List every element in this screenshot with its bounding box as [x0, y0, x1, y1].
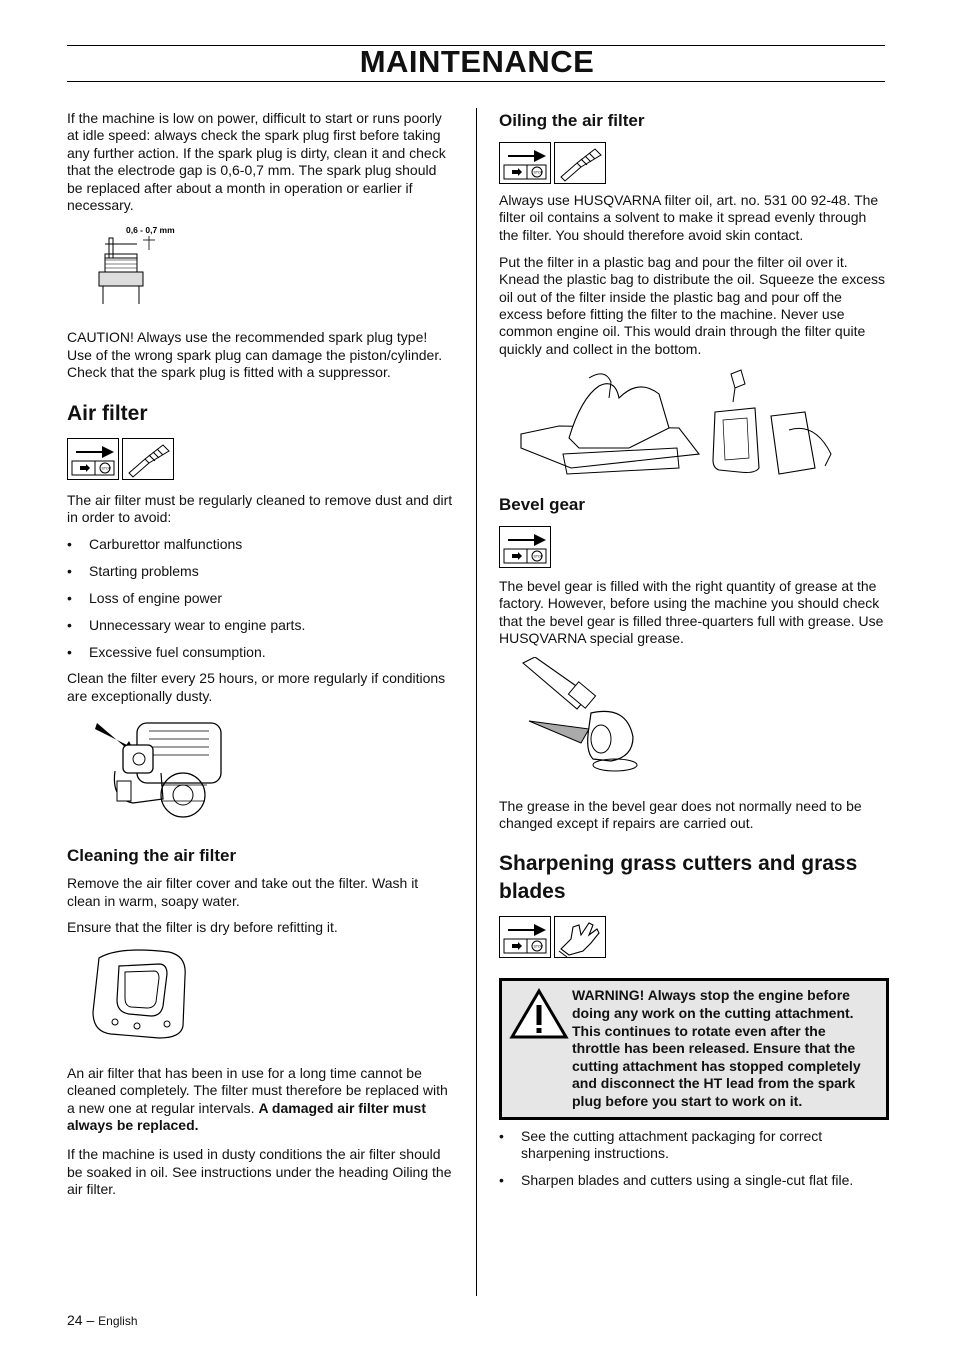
stop-label: STOP [533, 554, 543, 559]
clean-interval-paragraph: Clean the filter every 25 hours, or more regularly if conditions are exceptionally dusty. [67, 670, 446, 704]
stop-engine-symbol [499, 916, 551, 958]
stop-engine-symbol [499, 142, 551, 184]
warning-triangle-icon [508, 987, 572, 1110]
spark-plug-paragraph: If the machine is low on power, difficult to start or runs poorly at idle speed: always check the spark plug first before taking any further action. If the spark plug is dirty, clean it and check that the electrode gap is 0,6-0,7 mm. The spark plug should be replaced after about a month in operation or earlier if necessary. [67, 110, 446, 214]
oiling-symbols [499, 142, 887, 184]
list-item: • Unnecessary wear to engine parts. [67, 617, 455, 634]
sharpening-symbols [499, 916, 887, 958]
dusty-paragraph: If the machine is used in dusty conditions the air filter should be soaked in oil. See instructions under the heading Oiling the air filter. [67, 1146, 452, 1198]
air-filter-symbols [67, 438, 455, 480]
cleaning-paragraph-1: Remove the air filter cover and take out the filter. Wash it clean in warm, soapy water. [67, 875, 419, 909]
caution-paragraph: CAUTION! Always use the recommended spark plug type! Use of the wrong spark plug can damage the piston/cylinder. Check that the spark plug is fitted with a suppressor. [67, 329, 443, 381]
list-item: • Starting problems [67, 563, 455, 580]
stop-label: STOP [533, 170, 543, 175]
replace-bold-text: A damaged air filter must always be replaced. [67, 1099, 426, 1133]
header-rule-bottom [67, 81, 885, 82]
page-footer [67, 1312, 138, 1328]
bevel-gear-symbols [499, 526, 887, 568]
list-item: • See the cutting attachment packaging for correct sharpening instructions. [499, 1128, 887, 1163]
list-item: • Loss of engine power [67, 590, 455, 607]
warning-box [499, 978, 889, 1119]
gap-label: 0,6 - 0,7 mm [126, 224, 175, 235]
engine-illustration [91, 715, 455, 831]
list-item: • Excessive fuel consumption. [67, 644, 455, 661]
air-filter-intro: The air filter must be regularly cleaned to remove dust and dirt in order to avoid: [67, 491, 453, 525]
column-divider [476, 108, 477, 1296]
page-number: 24 – [67, 1312, 99, 1328]
bevel-gear-heading: Bevel gear [499, 495, 585, 515]
warning-text: WARNING! Always stop the engine before doing any work on the cutting attachment. This continues to rotate even after the throttle has been released. Ensure that the cutting attachment has stopped completely and disconnect the HT lead from the spark plug before you start to work on it. [572, 987, 861, 1109]
bevel-gear-illustration [521, 657, 887, 783]
list-item: • Carburettor malfunctions [67, 536, 455, 553]
page-title: MAINTENANCE [359, 44, 595, 79]
filter-cover-illustration [89, 946, 455, 1046]
oiling-paragraph-1: Always use HUSQVARNA filter oil, art. no. 531 00 92-48. The filter oil contains a solvent to make it spread evenly through the filter. You should therefore avoid skin contact. [499, 192, 879, 243]
spark-plug-illustration [91, 224, 455, 313]
stop-engine-symbol [67, 438, 119, 480]
oiling-illustration [519, 368, 887, 484]
replace-text: An air filter that has been in use for a long time cannot be cleaned completely. The filter must therefore be replaced with a new one at regular intervals. [67, 1064, 448, 1116]
right-column [499, 110, 887, 1199]
air-filter-heading: Air filter [67, 401, 148, 425]
stop-engine-symbol [499, 526, 551, 568]
cleaning-heading: Cleaning the air filter [67, 846, 237, 866]
stop-label: STOP [533, 944, 543, 949]
left-column [67, 110, 455, 1208]
glove-icon [554, 916, 606, 958]
stop-label: STOP [101, 466, 111, 471]
list-item: • Sharpen blades and cutters using a single-cut flat file. [499, 1172, 887, 1189]
air-filter-list [67, 536, 455, 661]
oiling-paragraph-2: Put the filter in a plastic bag and pour the filter oil over it. Knead the plastic bag to distribute the oil. Squeeze the excess oil out of the filter inside the plastic bag and pour off the excess before fitting the filter to the machine. Never use common engine oil. This would drain through the filter quite quickly and collect in the bottom. [499, 253, 886, 357]
brush-icon [122, 438, 174, 480]
replace-paragraph [67, 1065, 455, 1135]
bevel-gear-paragraph-2: The grease in the bevel gear does not normally need to be changed except if repairs are carried out. [499, 797, 862, 831]
footer-language: English [98, 1314, 138, 1328]
bevel-gear-paragraph-1: The bevel gear is filled with the right quantity of grease at the factory. However, before using the machine you should check that the bevel gear is filled three-quarters full with grease. Use HUSQVARNA special grease. [499, 578, 884, 647]
oiling-heading: Oiling the air filter [499, 111, 645, 130]
sharpening-list [499, 1128, 887, 1190]
brush-icon [554, 142, 606, 184]
cleaning-paragraph-2: Ensure that the filter is dry before refitting it. [67, 919, 338, 936]
sharpening-heading: Sharpening grass cutters and grass blades [499, 852, 858, 904]
